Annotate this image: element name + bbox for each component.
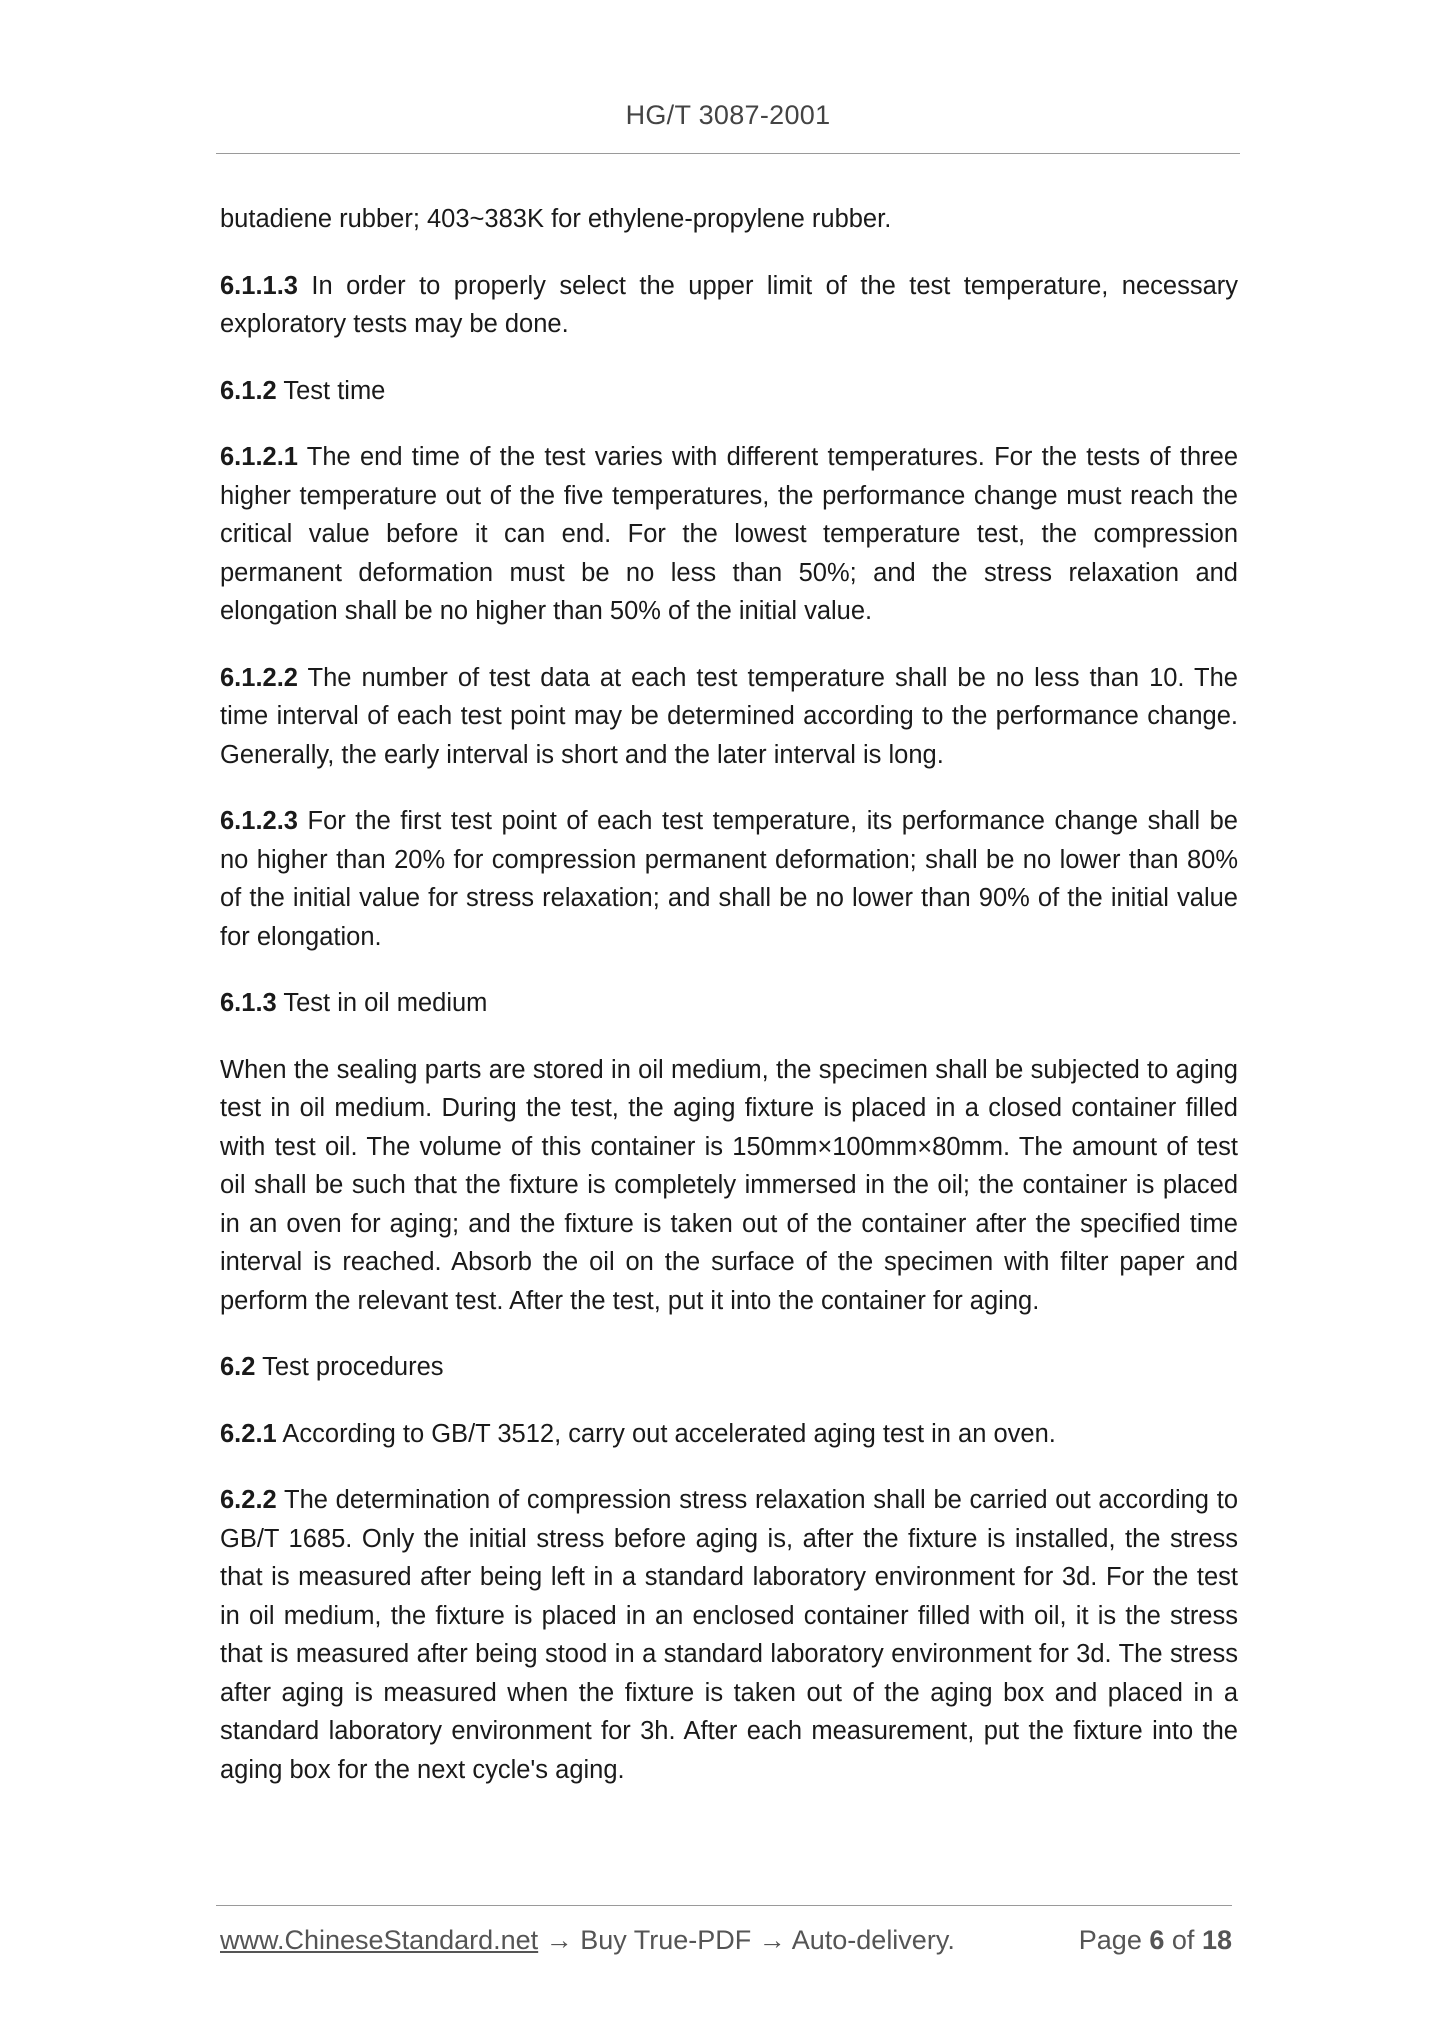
paragraph-text: The determination of compression stress relaxation shall be carried out according to GB/T 1685. Only the initial stress before aging is, after the fixture is installed, the stress that is measured after being left in a standard laboratory environment for 3d. For the test in oil medium, the fixture is placed in an enclosed container filled with oil, it is the stress that is measured after being stood in a standard laboratory environment for 3d. The stress after aging is measured when the fixture is taken out of the aging box and placed in a standard laboratory environment for 3h. After each measurement, put the fixture into the aging box for the next cycle's aging. <box>220 1486 1238 1784</box>
clause-6-2 <box>220 1348 1238 1387</box>
clause-6-1-2-1 <box>220 438 1238 631</box>
clause-6-1-2 <box>220 372 1238 411</box>
clause-number: 6.1.2.3 <box>220 807 298 835</box>
page-of-label: of <box>1171 1925 1195 1955</box>
clause-6-1-2-3 <box>220 802 1238 956</box>
clause-number: 6.2.2 <box>220 1486 277 1514</box>
clause-number: 6.1.3 <box>220 989 277 1017</box>
paragraph-text: When the sealing parts are stored in oil medium, the specimen shall be subjected to aging test in oil medium. During the test, the aging fixture is placed in a closed container filled with test oil. The volume of this container is 150mm×100mm×80mm. The amount of test oil shall be such that the fixture is completely immersed in the oil; the container is placed in an oven for aging; and the fixture is taken out of the container after the specified time interval is reached. Absorb the oil on the surface of the specimen with filter paper and perform the relevant test. After the test, put it into the container for aging. <box>220 1055 1238 1315</box>
website-link[interactable]: www.ChineseStandard.net <box>220 1925 539 1955</box>
document-body <box>220 200 1238 1817</box>
clause-6-1-3 <box>220 984 1238 1023</box>
clause-6-1-2-2 <box>220 659 1238 775</box>
clause-6-1-1-3 <box>220 267 1238 344</box>
paragraph-text: The end time of the test varies with different temperatures. For the tests of three higher temperature out of the five temperatures, the performance change must reach the critical value before it can end. For the lowest temperature test, the compression permanent deformation must be no less than 50%; and the stress relaxation and elongation shall be no higher than 50% of the initial value. <box>220 443 1238 625</box>
paragraph-continuation <box>220 200 1238 239</box>
clause-number: 6.1.2.2 <box>220 663 298 692</box>
paragraph-text: Test time <box>276 376 386 405</box>
oil-medium-paragraph <box>220 1051 1238 1321</box>
paragraph-text: butadiene rubber; 403~383K for ethylene-propylene rubber. <box>220 205 892 233</box>
page-indicator <box>1079 1925 1232 1956</box>
footer-divider <box>216 1905 1232 1906</box>
page-current: 6 <box>1149 1925 1165 1955</box>
paragraph-text: In order to properly select the upper limit of the test temperature, necessary exploratory tests may be done. <box>220 271 1238 338</box>
paragraph-text: Test procedures <box>255 1353 444 1381</box>
clause-number: 6.1.2.1 <box>220 443 298 471</box>
document-footer <box>220 1925 1232 1956</box>
page-label: Page <box>1078 1925 1142 1955</box>
paragraph-text: According to GB/T 3512, carry out accelerated aging test in an oven. <box>276 1419 1056 1448</box>
document-header <box>216 100 1240 131</box>
paragraph-text: The number of test data at each test temperature shall be no less than 10. The time interval of each test point may be determined according to the performance change. Generally, the early interval is short and the later interval is long. <box>220 663 1238 769</box>
header-divider <box>216 153 1240 154</box>
clause-6-2-2 <box>220 1481 1238 1789</box>
clause-6-2-1 <box>220 1415 1238 1454</box>
clause-number: 6.2.1 <box>220 1419 277 1448</box>
paragraph-text: For the first test point of each test temperature, its performance change shall be no higher than 20% for compression permanent deformation; shall be no lower than 80% of the initial value for stress relaxation; and shall be no lower than 90% of the initial value for elongation. <box>220 807 1238 951</box>
clause-number: 6.1.1.3 <box>220 271 298 300</box>
clause-number: 6.2 <box>220 1353 256 1381</box>
page-total: 18 <box>1201 1925 1232 1955</box>
clause-number: 6.1.2 <box>220 376 277 405</box>
standard-id: HG/T 3087-2001 <box>625 100 831 130</box>
footer-promo-text: → Buy True-PDF → Auto-delivery. <box>538 1925 955 1955</box>
paragraph-text: Test in oil medium <box>276 989 488 1017</box>
